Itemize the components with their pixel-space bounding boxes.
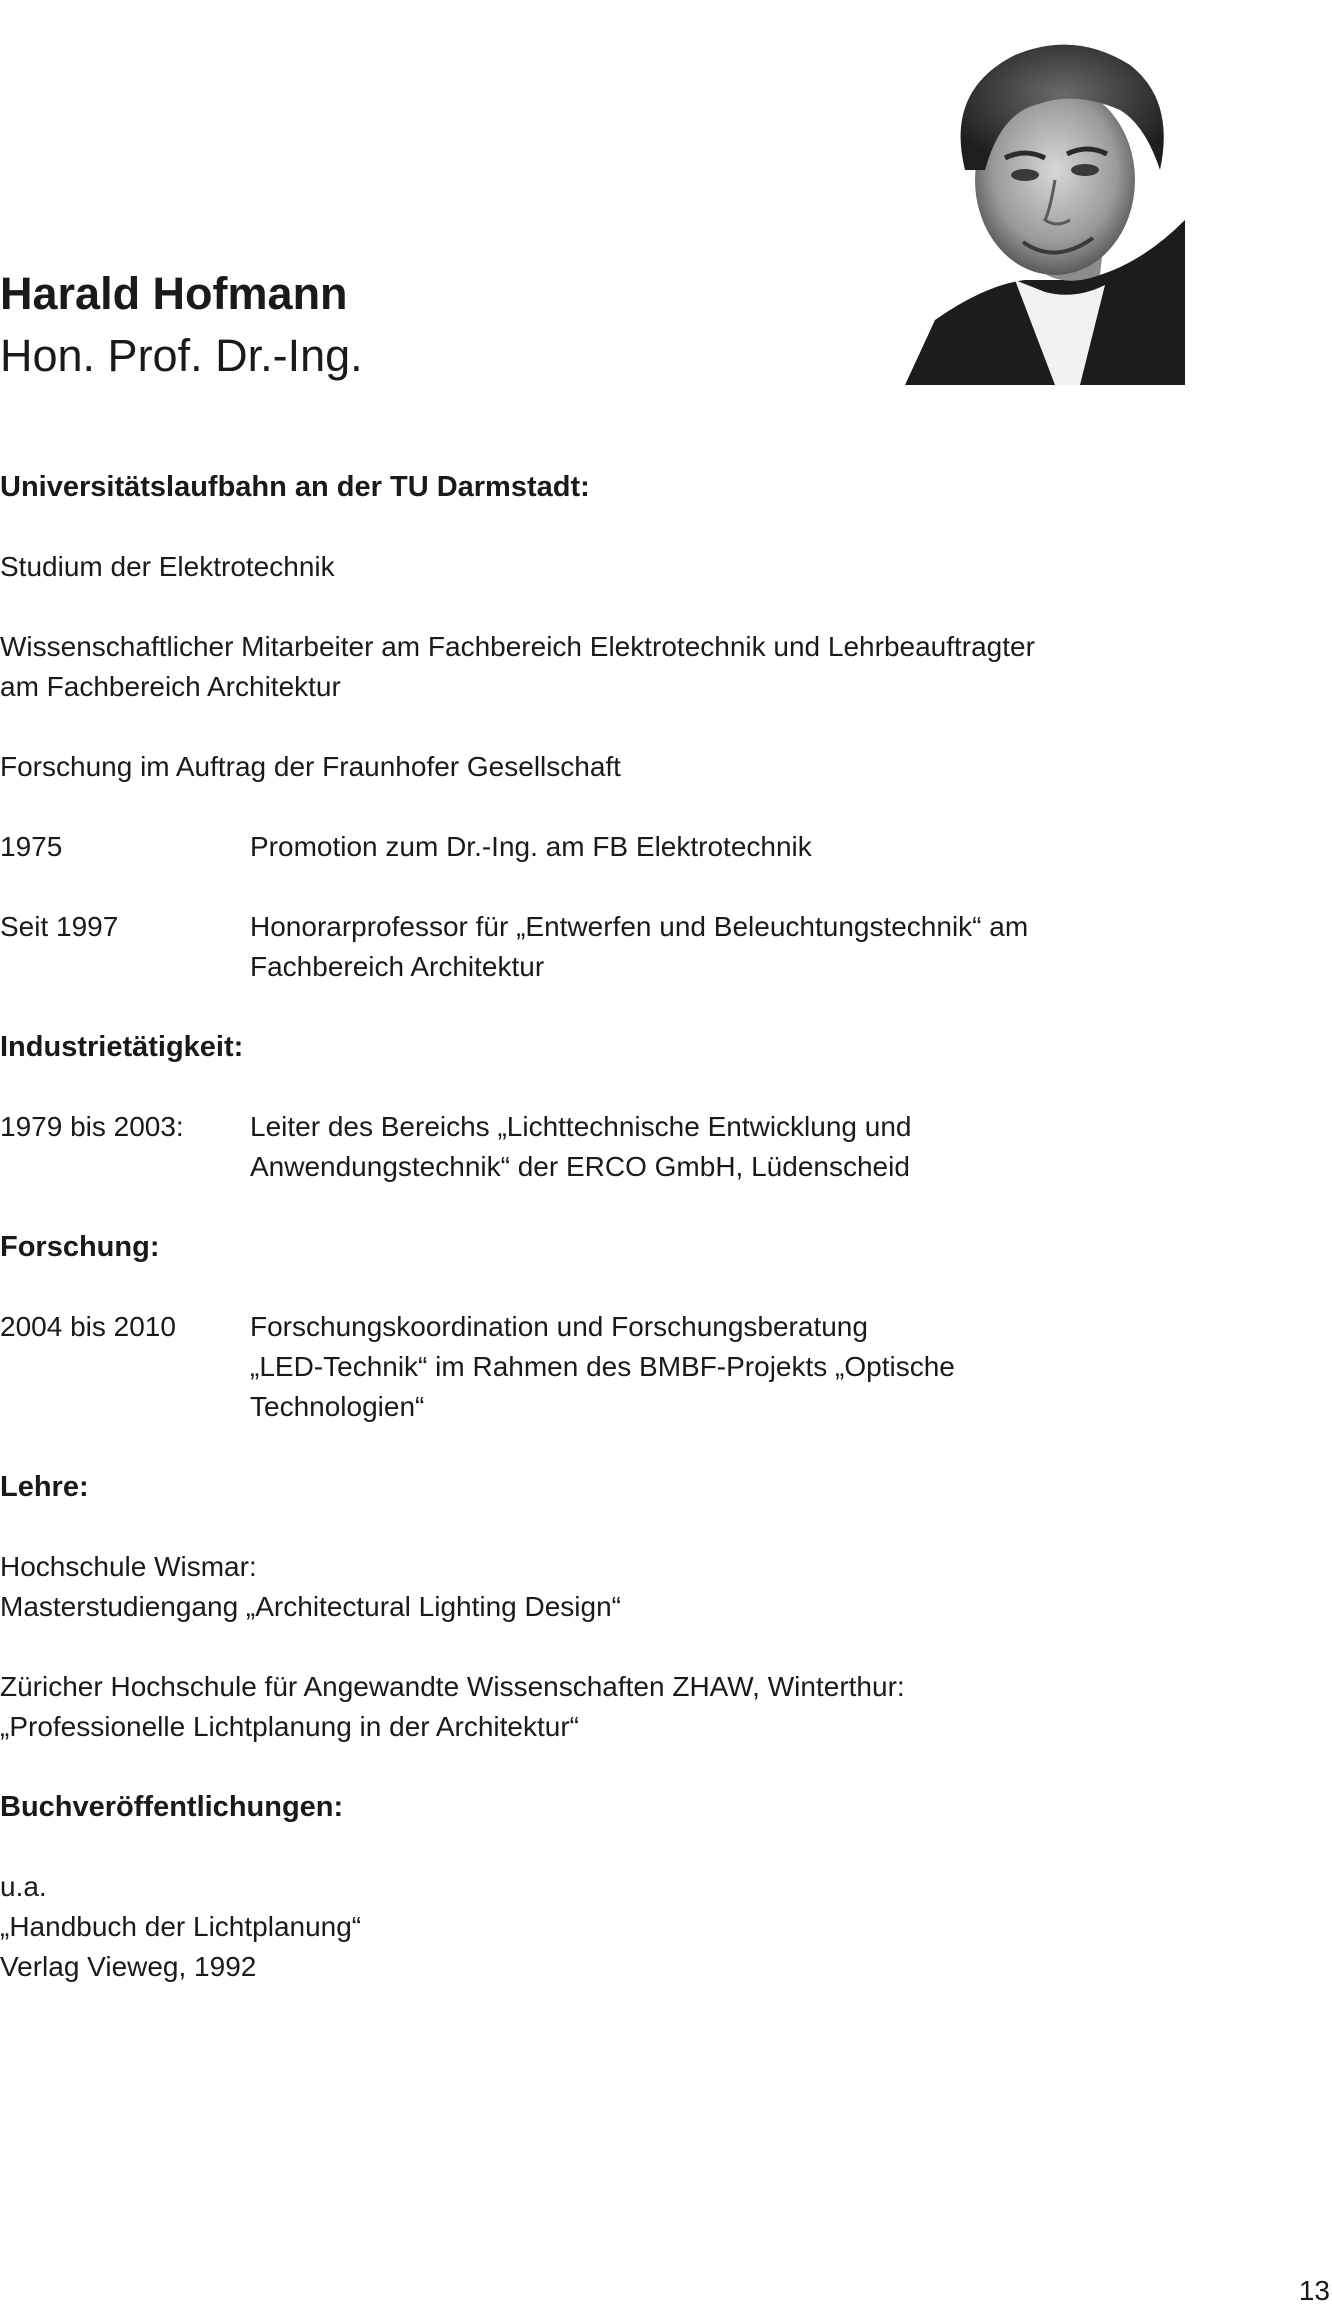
entry-line-1: Leiter des Bereichs „Lichttechnische Entwicklung und xyxy=(250,1111,912,1142)
entry-text xyxy=(250,1307,1180,1427)
wismar-line-1: Hochschule Wismar: xyxy=(0,1551,257,1582)
university-research: Forschung im Auftrag der Fraunhofer Gesellschaft xyxy=(0,751,621,782)
entry-text xyxy=(250,907,1180,987)
books-line-2: „Handbuch der Lichtplanung“ xyxy=(0,1911,362,1942)
university-assistant xyxy=(0,627,1180,707)
university-entry-1997 xyxy=(0,907,1180,987)
person-name: Harald Hofmann xyxy=(0,268,348,319)
zhaw-line-1: Züricher Hochschule für Angewandte Wissenschaften ZHAW, Winterthur: xyxy=(0,1671,905,1702)
entry-line-2: „LED-Technik“ im Rahmen des BMBF-Projekts „Optische xyxy=(250,1351,955,1382)
teaching-wismar xyxy=(0,1547,1180,1627)
entry-line-3: Technologien“ xyxy=(250,1391,425,1422)
books-list xyxy=(0,1867,1180,1987)
industry-entry xyxy=(0,1107,1180,1187)
assistant-line-1: Wissenschaftlicher Mitarbeiter am Fachbereich Elektrotechnik und Lehrbeauftragter xyxy=(0,631,1035,662)
entry-text xyxy=(250,827,1180,867)
entry-line-1: Promotion zum Dr.-Ing. am FB Elektrotechnik xyxy=(250,831,812,862)
teaching-zhaw xyxy=(0,1667,1180,1747)
section-heading-research: Forschung: xyxy=(0,1231,160,1263)
section-heading-teaching: Lehre: xyxy=(0,1471,89,1503)
page-number: 13 xyxy=(1298,2275,1330,2306)
section-heading-university: Universitätslaufbahn an der TU Darmstadt: xyxy=(0,471,590,503)
entry-line-2: Fachbereich Architektur xyxy=(250,951,545,982)
zhaw-line-2: „Professionelle Lichtplanung in der Architektur“ xyxy=(0,1711,579,1742)
wismar-line-2: Masterstudiengang „Architectural Lighting Design“ xyxy=(0,1591,621,1622)
research-entry xyxy=(0,1307,1180,1427)
entry-line-1: Forschungskoordination und Forschungsberatung xyxy=(250,1311,868,1342)
entry-date: 1975 xyxy=(0,831,63,862)
books-line-1: u.a. xyxy=(0,1871,47,1902)
cv-body xyxy=(0,467,1180,2027)
university-entry-1975 xyxy=(0,827,1180,867)
books-line-3: Verlag Vieweg, 1992 xyxy=(0,1951,257,1982)
entry-text xyxy=(250,1107,1180,1187)
entry-line-2: Anwendungstechnik“ der ERCO GmbH, Lüdenscheid xyxy=(250,1151,910,1182)
person-degree: Hon. Prof. Dr.-Ing. xyxy=(0,330,363,381)
portrait-photo xyxy=(905,30,1185,385)
entry-line-1: Honorarprofessor für „Entwerfen und Beleuchtungstechnik“ am xyxy=(250,911,1029,942)
entry-date: Seit 1997 xyxy=(0,911,119,942)
section-heading-books: Buchveröffentlichungen: xyxy=(0,1791,344,1823)
entry-date: 1979 bis 2003: xyxy=(0,1111,184,1142)
university-study: Studium der Elektrotechnik xyxy=(0,551,335,582)
assistant-line-2: am Fachbereich Architektur xyxy=(0,671,341,702)
entry-date: 2004 bis 2010 xyxy=(0,1311,176,1342)
section-heading-industry: Industrietätigkeit: xyxy=(0,1031,244,1063)
